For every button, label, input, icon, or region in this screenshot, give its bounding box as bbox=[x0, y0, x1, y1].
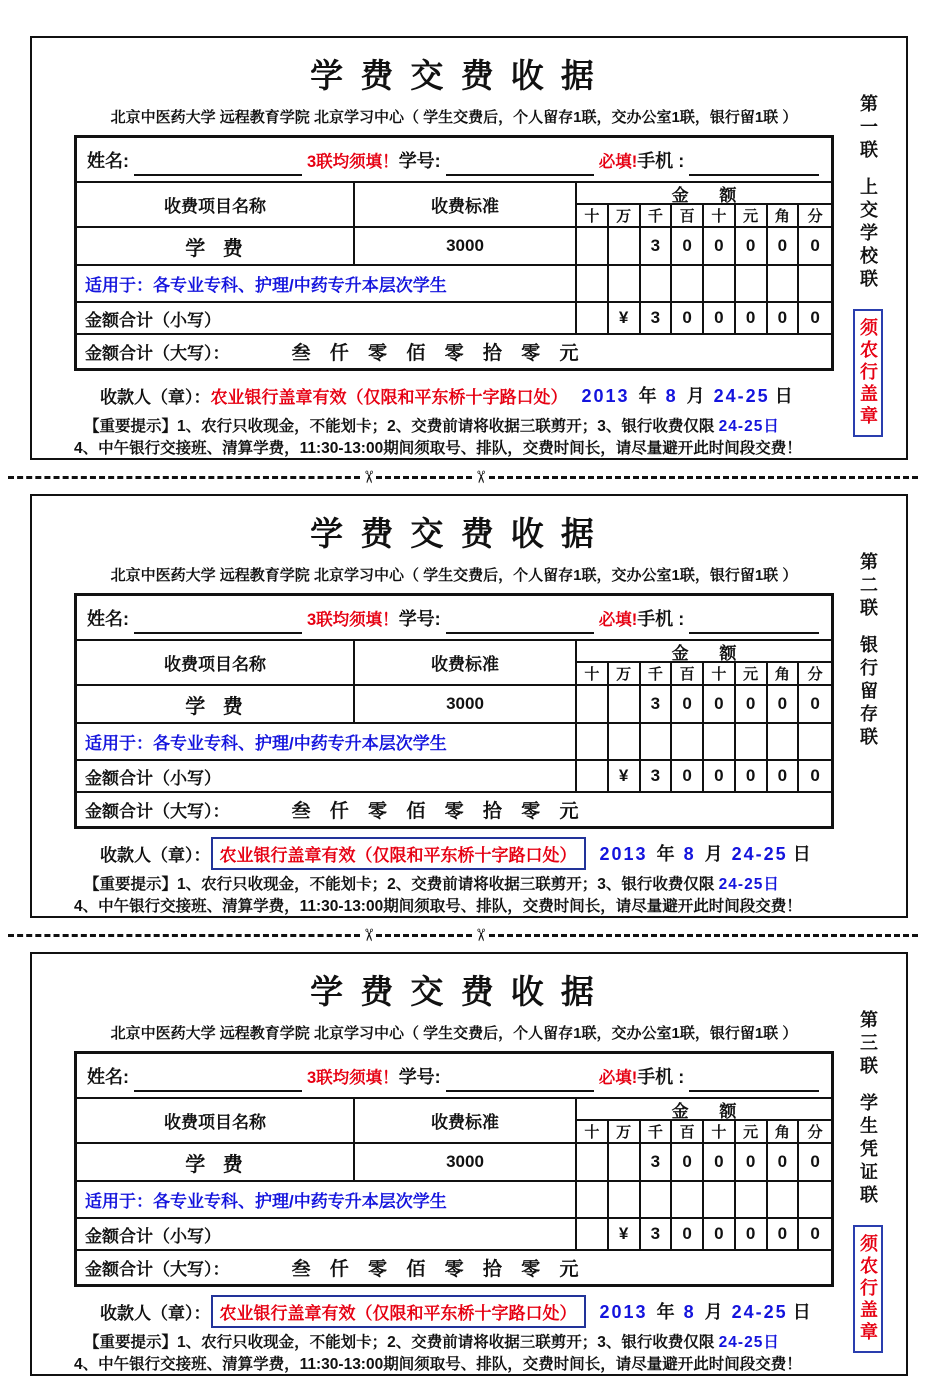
copy-side-column bbox=[840, 94, 896, 437]
scissors-icon: ✂ bbox=[359, 469, 379, 485]
amount-col-label: 角 bbox=[768, 1121, 800, 1144]
amount-col-label: 角 bbox=[768, 205, 800, 228]
total-digit-cell: 3 bbox=[641, 1219, 673, 1251]
fee-table bbox=[77, 641, 831, 793]
fee-standard-cell: 3000 bbox=[355, 686, 577, 724]
fee-digit-cell: 0 bbox=[672, 686, 704, 724]
phone-label: 手机 : bbox=[637, 608, 685, 629]
amount-col-label: 万 bbox=[609, 663, 641, 686]
cut-dash bbox=[489, 934, 919, 937]
item-header-cell: 收费项目名称 bbox=[77, 183, 355, 228]
amount-col-label: 十 bbox=[704, 663, 736, 686]
receipt-date bbox=[582, 382, 793, 408]
amount-empty-cell bbox=[799, 724, 831, 761]
amount-empty-cell bbox=[736, 266, 768, 303]
amount-empty-cell bbox=[641, 724, 673, 761]
fee-digit-cell: 0 bbox=[736, 228, 768, 266]
receipt-footer bbox=[74, 836, 878, 918]
name-row bbox=[77, 596, 831, 641]
notice-line-2: 4、中午银行交接班、清算学费，11:30-13:00期间须取号、排队，交费时间长，请尽量避开此时间段交费！ bbox=[74, 1356, 802, 1373]
payee-stamp-note: 农业银行盖章有效（仅限和平东桥十字路口处） bbox=[211, 1295, 586, 1328]
payee-stamp-note: 农业银行盖章有效（仅限和平东桥十字路口处） bbox=[210, 387, 568, 407]
important-notices bbox=[74, 874, 878, 918]
amount-empty-cell bbox=[577, 1182, 609, 1219]
fee-digit-cell: 0 bbox=[768, 1144, 800, 1182]
amount-col-label: 十 bbox=[577, 663, 609, 686]
total-digit-cell: 3 bbox=[641, 761, 673, 793]
fee-name-cell: 学 费 bbox=[77, 686, 355, 724]
phone-underline bbox=[689, 146, 819, 176]
fee-digit-cell: 0 bbox=[768, 228, 800, 266]
payee-row bbox=[74, 1294, 878, 1328]
total-digit-cell: 0 bbox=[736, 761, 768, 793]
receipt-footer bbox=[74, 378, 878, 460]
fee-digit-cell bbox=[609, 228, 641, 266]
date-year-unit: 年 bbox=[656, 1302, 675, 1322]
total-digit-cell: 3 bbox=[641, 303, 673, 335]
student-id-label: 学号: bbox=[398, 1066, 441, 1087]
total-digit-cell: 0 bbox=[704, 761, 736, 793]
date-month-unit: 月 bbox=[704, 844, 723, 864]
fee-digit-cell: 0 bbox=[672, 228, 704, 266]
fee-digit-cell: 3 bbox=[641, 1144, 673, 1182]
total-digit-cell: ¥ bbox=[609, 303, 641, 335]
student-id-underline bbox=[446, 604, 594, 634]
payee-row bbox=[74, 378, 878, 412]
fee-table bbox=[77, 183, 831, 335]
notice-line-1-dates: 24-25日 bbox=[718, 1334, 780, 1351]
name-label: 姓名: bbox=[87, 608, 129, 629]
total-cap-value: 叁 仟 零 佰 零 拾 零 元 bbox=[291, 343, 579, 364]
form-box bbox=[74, 135, 834, 371]
total-cap-row bbox=[77, 1251, 831, 1284]
total-digit-cell bbox=[577, 1219, 609, 1251]
stamp-required-box bbox=[853, 309, 883, 437]
amount-empty-cell bbox=[609, 1182, 641, 1219]
total-digit-cell: ¥ bbox=[609, 1219, 641, 1251]
phone-underline bbox=[689, 1062, 819, 1092]
amount-empty-cell bbox=[609, 724, 641, 761]
fee-digit-cell: 0 bbox=[704, 228, 736, 266]
student-id-underline bbox=[446, 1062, 594, 1092]
total-small-label-cell: 金额合计（小写） bbox=[77, 1219, 577, 1251]
copy-number-label: 第一联 bbox=[858, 94, 878, 163]
cut-dash bbox=[8, 934, 360, 937]
required-note: 必填! bbox=[598, 152, 638, 171]
date-day-unit: 日 bbox=[774, 386, 793, 406]
fee-digit-cell: 0 bbox=[704, 686, 736, 724]
name-underline bbox=[134, 146, 302, 176]
amount-col-label: 十 bbox=[577, 1121, 609, 1144]
amount-empty-cell bbox=[799, 1182, 831, 1219]
name-row bbox=[77, 138, 831, 183]
date-day: 24-25 bbox=[713, 386, 770, 406]
amount-empty-cell bbox=[799, 266, 831, 303]
payee-label: 收款人（章）： bbox=[100, 845, 211, 865]
total-digit-cell: 0 bbox=[768, 303, 800, 335]
amount-col-label: 万 bbox=[609, 1121, 641, 1144]
notice-line-1-dates: 24-25日 bbox=[718, 876, 780, 893]
fee-digit-cell: 0 bbox=[672, 1144, 704, 1182]
receipt-title: 学 费 交 费 收 据 bbox=[310, 57, 598, 94]
amount-col-label: 十 bbox=[704, 1121, 736, 1144]
date-year: 2013 bbox=[599, 1302, 648, 1322]
cut-dash bbox=[376, 934, 472, 937]
amount-col-label: 百 bbox=[672, 205, 704, 228]
receipt-title: 学 费 交 费 收 据 bbox=[310, 515, 598, 552]
date-day-unit: 日 bbox=[792, 1302, 811, 1322]
total-digit-cell: 0 bbox=[672, 761, 704, 793]
notice-line-1 bbox=[74, 874, 878, 896]
amount-col-label: 元 bbox=[736, 1121, 768, 1144]
required-note: 必填! bbox=[598, 1068, 638, 1087]
name-underline bbox=[134, 604, 302, 634]
total-digit-cell: 0 bbox=[704, 1219, 736, 1251]
payee-label: 收款人（章）： bbox=[100, 1303, 211, 1323]
org-line: 北京中医药大学 远程教育学院 北京学习中心（ 学生交费后，个人留存1联，交办公室1联，银行留1联 ） bbox=[110, 1025, 798, 1042]
name-label: 姓名: bbox=[87, 150, 129, 171]
total-cap-value: 叁 仟 零 佰 零 拾 零 元 bbox=[291, 1259, 579, 1280]
date-day: 24-25 bbox=[731, 844, 788, 864]
amount-col-label: 分 bbox=[799, 205, 831, 228]
fee-digit-cell: 3 bbox=[641, 228, 673, 266]
copy-number-label: 第二联 bbox=[858, 552, 878, 621]
name-label: 姓名: bbox=[87, 1066, 129, 1087]
total-digit-cell: 0 bbox=[736, 303, 768, 335]
amount-header-cell: 金 额 bbox=[577, 1099, 831, 1121]
receipt bbox=[30, 36, 908, 460]
amount-empty-cell bbox=[641, 1182, 673, 1219]
standard-header-cell: 收费标准 bbox=[355, 1099, 577, 1144]
fee-digit-cell: 0 bbox=[736, 686, 768, 724]
date-month: 8 bbox=[665, 386, 678, 406]
amount-col-label: 分 bbox=[799, 663, 831, 686]
form-box bbox=[74, 593, 834, 829]
fill-all-copies-note: 3联均须填！ bbox=[307, 152, 399, 171]
notice-line-2: 4、中午银行交接班、清算学费，11:30-13:00期间须取号、排队，交费时间长，请尽量避开此时间段交费！ bbox=[74, 440, 802, 457]
copy-use-label: 银行留存联 bbox=[858, 635, 878, 750]
total-digit-cell: 0 bbox=[799, 1219, 831, 1251]
total-digit-cell: 0 bbox=[704, 303, 736, 335]
total-cap-value: 叁 仟 零 佰 零 拾 零 元 bbox=[291, 801, 579, 822]
total-digit-cell bbox=[577, 761, 609, 793]
receipt-date bbox=[600, 1298, 811, 1324]
applicable-note-cell: 适用于：各专业专科、护理/中药专升本层次学生 bbox=[77, 1182, 577, 1219]
form-box bbox=[74, 1051, 834, 1287]
student-id-underline bbox=[446, 146, 594, 176]
amount-col-label: 千 bbox=[641, 663, 673, 686]
scissors-icon: ✂ bbox=[359, 927, 379, 943]
copy-side-column bbox=[840, 1010, 896, 1353]
amount-empty-cell bbox=[704, 266, 736, 303]
date-year-unit: 年 bbox=[638, 386, 657, 406]
total-small-label-cell: 金额合计（小写） bbox=[77, 761, 577, 793]
amount-col-label: 分 bbox=[799, 1121, 831, 1144]
date-month: 8 bbox=[683, 1302, 696, 1322]
date-month-unit: 月 bbox=[704, 1302, 723, 1322]
fee-name-cell: 学 费 bbox=[77, 228, 355, 266]
total-cap-label: 金额合计（大写）： bbox=[85, 1260, 230, 1279]
stamp-required-text: 须农行盖章 bbox=[858, 1234, 878, 1344]
total-cap-label: 金额合计（大写）： bbox=[85, 344, 230, 363]
amount-col-label: 百 bbox=[672, 663, 704, 686]
receipt-date bbox=[600, 840, 811, 866]
date-year: 2013 bbox=[599, 844, 648, 864]
scissors-icon: ✂ bbox=[471, 469, 491, 485]
standard-header-cell: 收费标准 bbox=[355, 641, 577, 686]
amount-empty-cell bbox=[672, 266, 704, 303]
fee-standard-cell: 3000 bbox=[355, 1144, 577, 1182]
date-year-unit: 年 bbox=[656, 844, 675, 864]
scissors-icon: ✂ bbox=[471, 927, 491, 943]
total-cap-label: 金额合计（大写）： bbox=[85, 802, 230, 821]
total-digit-cell: 0 bbox=[672, 303, 704, 335]
student-id-label: 学号: bbox=[398, 608, 441, 629]
amount-header-cell: 金 额 bbox=[577, 641, 831, 663]
applicable-note-cell: 适用于：各专业专科、护理/中药专升本层次学生 bbox=[77, 266, 577, 303]
copy-use-label: 上交学校联 bbox=[858, 177, 878, 292]
fee-table bbox=[77, 1099, 831, 1251]
copy-use-label: 学生凭证联 bbox=[858, 1093, 878, 1208]
date-day-unit: 日 bbox=[792, 844, 811, 864]
amount-col-label: 万 bbox=[609, 205, 641, 228]
total-small-label-cell: 金额合计（小写） bbox=[77, 303, 577, 335]
amount-header-cell: 金 额 bbox=[577, 183, 831, 205]
important-notices bbox=[74, 1332, 878, 1376]
total-digit-cell bbox=[577, 303, 609, 335]
fee-digit-cell: 0 bbox=[768, 686, 800, 724]
amount-col-label: 元 bbox=[736, 205, 768, 228]
cut-line bbox=[0, 918, 926, 952]
fill-all-copies-note: 3联均须填！ bbox=[307, 610, 399, 629]
item-header-cell: 收费项目名称 bbox=[77, 1099, 355, 1144]
notice-line-1-text: 【重要提示】1、农行只收现金，不能划卡；2、交费前请将收据三联剪开；3、银行收费仅限 bbox=[84, 1334, 719, 1351]
payee-label: 收款人（章）： bbox=[100, 387, 211, 407]
total-digit-cell: 0 bbox=[768, 1219, 800, 1251]
student-id-label: 学号: bbox=[398, 150, 441, 171]
standard-header-cell: 收费标准 bbox=[355, 183, 577, 228]
fee-standard-cell: 3000 bbox=[355, 228, 577, 266]
receipt-title: 学 费 交 费 收 据 bbox=[310, 973, 598, 1010]
payee-row bbox=[74, 836, 878, 870]
copy-number-label: 第三联 bbox=[858, 1010, 878, 1079]
applicable-note-cell: 适用于：各专业专科、护理/中药专升本层次学生 bbox=[77, 724, 577, 761]
receipt-main bbox=[74, 496, 834, 829]
required-note: 必填! bbox=[598, 610, 638, 629]
amount-empty-cell bbox=[609, 266, 641, 303]
amount-col-label: 十 bbox=[704, 205, 736, 228]
receipt-footer bbox=[74, 1294, 878, 1376]
amount-empty-cell bbox=[672, 724, 704, 761]
payee-stamp-note: 农业银行盖章有效（仅限和平东桥十字路口处） bbox=[211, 837, 586, 870]
name-row bbox=[77, 1054, 831, 1099]
date-month: 8 bbox=[683, 844, 696, 864]
phone-label: 手机 : bbox=[637, 150, 685, 171]
fill-all-copies-note: 3联均须填！ bbox=[307, 1068, 399, 1087]
total-digit-cell: 0 bbox=[768, 761, 800, 793]
name-underline bbox=[134, 1062, 302, 1092]
phone-underline bbox=[689, 604, 819, 634]
notice-line-1-text: 【重要提示】1、农行只收现金，不能划卡；2、交费前请将收据三联剪开；3、银行收费仅限 bbox=[84, 418, 719, 435]
fee-digit-cell bbox=[609, 686, 641, 724]
fee-digit-cell bbox=[577, 228, 609, 266]
fee-digit-cell: 0 bbox=[799, 686, 831, 724]
phone-label: 手机 : bbox=[637, 1066, 685, 1087]
org-line: 北京中医药大学 远程教育学院 北京学习中心（ 学生交费后，个人留存1联，交办公室1联，银行留1联 ） bbox=[110, 109, 798, 126]
amount-empty-cell bbox=[736, 724, 768, 761]
fee-digit-cell: 3 bbox=[641, 686, 673, 724]
amount-empty-cell bbox=[672, 1182, 704, 1219]
amount-col-label: 十 bbox=[577, 205, 609, 228]
notice-line-2: 4、中午银行交接班、清算学费，11:30-13:00期间须取号、排队，交费时间长，请尽量避开此时间段交费！ bbox=[74, 898, 802, 915]
total-digit-cell: 0 bbox=[799, 761, 831, 793]
amount-empty-cell bbox=[577, 266, 609, 303]
important-notices bbox=[74, 416, 878, 460]
cut-dash bbox=[376, 476, 472, 479]
amount-empty-cell bbox=[736, 1182, 768, 1219]
total-digit-cell: 0 bbox=[672, 1219, 704, 1251]
notice-line-1-text: 【重要提示】1、农行只收现金，不能划卡；2、交费前请将收据三联剪开；3、银行收费仅限 bbox=[84, 876, 719, 893]
receipt-main bbox=[74, 954, 834, 1287]
fee-digit-cell bbox=[577, 686, 609, 724]
amount-empty-cell bbox=[704, 724, 736, 761]
fee-digit-cell bbox=[577, 1144, 609, 1182]
total-cap-row bbox=[77, 793, 831, 826]
total-digit-cell: 0 bbox=[799, 303, 831, 335]
amount-empty-cell bbox=[641, 266, 673, 303]
cut-dash bbox=[489, 476, 919, 479]
amount-col-label: 角 bbox=[768, 663, 800, 686]
date-month-unit: 月 bbox=[686, 386, 705, 406]
amount-empty-cell bbox=[577, 724, 609, 761]
fee-name-cell: 学 费 bbox=[77, 1144, 355, 1182]
fee-digit-cell: 0 bbox=[704, 1144, 736, 1182]
amount-col-label: 百 bbox=[672, 1121, 704, 1144]
date-day: 24-25 bbox=[731, 1302, 788, 1322]
notice-line-1-dates: 24-25日 bbox=[718, 418, 780, 435]
fee-digit-cell bbox=[609, 1144, 641, 1182]
fee-digit-cell: 0 bbox=[799, 228, 831, 266]
amount-empty-cell bbox=[768, 724, 800, 761]
org-line: 北京中医药大学 远程教育学院 北京学习中心（ 学生交费后，个人留存1联，交办公室1联，银行留1联 ） bbox=[110, 567, 798, 584]
amount-empty-cell bbox=[768, 266, 800, 303]
total-digit-cell: ¥ bbox=[609, 761, 641, 793]
receipt bbox=[30, 952, 908, 1376]
cut-dash bbox=[8, 476, 360, 479]
stamp-required-text: 须农行盖章 bbox=[858, 318, 878, 428]
notice-line-1 bbox=[74, 1332, 878, 1354]
amount-empty-cell bbox=[768, 1182, 800, 1219]
amount-col-label: 元 bbox=[736, 663, 768, 686]
copy-side-column bbox=[840, 552, 896, 750]
cut-line bbox=[0, 460, 926, 494]
amount-col-label: 千 bbox=[641, 205, 673, 228]
total-digit-cell: 0 bbox=[736, 1219, 768, 1251]
fee-digit-cell: 0 bbox=[736, 1144, 768, 1182]
stamp-required-box bbox=[853, 1225, 883, 1353]
notice-line-1 bbox=[74, 416, 878, 438]
amount-col-label: 千 bbox=[641, 1121, 673, 1144]
receipt-main bbox=[74, 38, 834, 371]
total-cap-row bbox=[77, 335, 831, 368]
item-header-cell: 收费项目名称 bbox=[77, 641, 355, 686]
date-year: 2013 bbox=[581, 386, 630, 406]
amount-empty-cell bbox=[704, 1182, 736, 1219]
fee-digit-cell: 0 bbox=[799, 1144, 831, 1182]
receipt bbox=[30, 494, 908, 918]
